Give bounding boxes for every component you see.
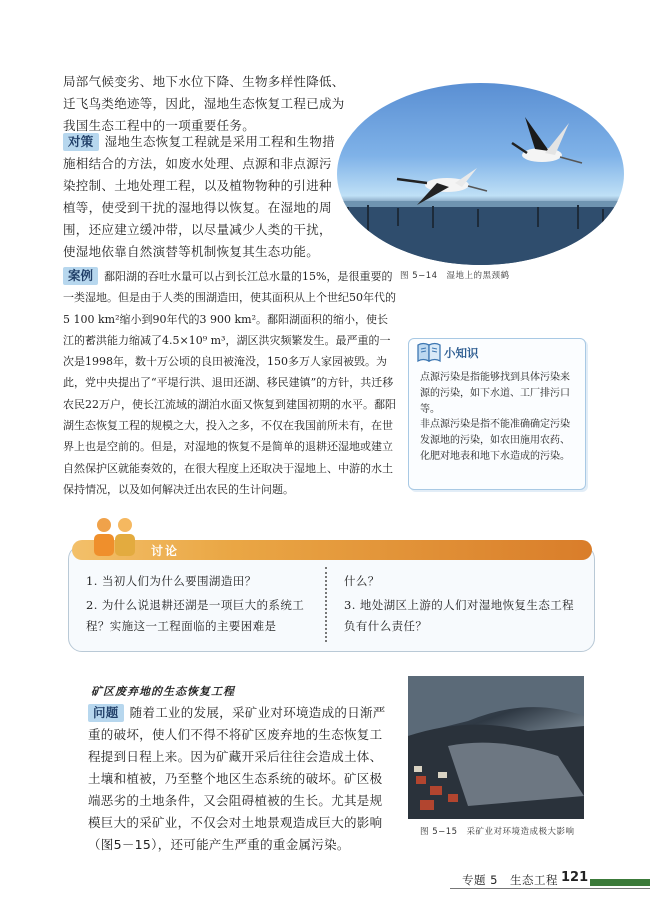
people-icon xyxy=(90,516,140,558)
discussion-header-bar xyxy=(72,540,592,560)
knowledge-nonpoint-source: 非点源污染是指不能准确确定污染发源地的污染，如农田施用农药、化肥对地表和地下水造成的污染。 xyxy=(420,419,570,462)
footer-topic: 专题 5 生态工程 xyxy=(462,873,558,887)
mine-text: 随着工业的发展，采矿业对环境造成的日渐严重的破坏，使人们不得不将矿区废弃地的生态恢复工程提到日程上来。因为矿藏开采后往往会造成土体、土壤和植被，乃至整个地区生态系统的破坏。矿区极端恶劣的土地条件，又会阻碍植被的生长。尤其是规模巨大的采矿业，不仅会对土地景观造成巨大的影响（图5－15），还可能产生严重的重金属污染。 xyxy=(88,705,386,852)
measure-text: 湿地生态恢复工程就是采用工程和生物措施相结合的方法，如废水处理、点源和非点源污染控制、土地处理工程，以及植物物种的引进种植等，使受到干扰的湿地得以恢复。在湿地的周围，还应建立缓冲带，以尽量减少人类的干扰，使湿地依靠自然演替等机制恢复其生态功能。 xyxy=(63,134,336,259)
measure-tag: 对策 xyxy=(63,133,99,151)
discussion-question-1: 1. 当初人们为什么要围湖造田？ xyxy=(86,574,257,588)
figure-caption-mine: 图 5−15 采矿业对环境造成极大影响 xyxy=(420,827,575,837)
case-paragraph xyxy=(63,266,398,500)
crane-right-figure xyxy=(512,117,582,163)
discussion-question-2-continued: 什么？ xyxy=(344,574,380,588)
crane-photo xyxy=(337,83,624,265)
crane-left-figure xyxy=(397,168,487,205)
measure-paragraph xyxy=(63,131,343,263)
footer-accent-bar xyxy=(590,879,650,886)
footer-rule xyxy=(450,888,650,889)
discussion-question-3: 3. 地处湖区上游的人们对湿地恢复生态工程负有什么责任？ xyxy=(344,598,575,633)
discussion-title: 讨论 xyxy=(151,544,180,558)
mine-photo xyxy=(408,676,584,819)
knowledge-body xyxy=(420,370,578,465)
knowledge-point-source: 点源污染是指能够找到具体污染来源的污染，如下水道、工厂排污口等。 xyxy=(420,372,570,415)
discussion-question-2: 2. 为什么说退耕还湖是一项巨大的系统工程？实施这一工程面临的主要困难是 xyxy=(86,598,305,633)
knowledge-title: 小知识 xyxy=(444,346,479,360)
discussion-divider xyxy=(325,567,327,642)
mine-paragraph xyxy=(88,702,395,856)
intro-paragraph: 局部气候变劣、地下水位下降、生物多样性降低、迁飞鸟类绝迹等，因此，湿地生态恢复工程已成为我国生态工程中的一项重要任务。 xyxy=(63,74,345,133)
case-tag: 案例 xyxy=(63,267,98,285)
figure-caption-crane: 图 5−14 湿地上的黑颈鹤 xyxy=(400,271,510,281)
mine-tag: 问题 xyxy=(88,704,124,722)
mine-section-title: 矿区废弃地的生态恢复工程 xyxy=(91,685,235,698)
page-number: 121 xyxy=(561,870,589,885)
case-text: 鄱阳湖的吞吐水量可以占到长江总水量的15%，是很重要的一类湿地。但是由于人类的围湖造田，使其面积从上个世纪50年代的5 100 km²缩小到90年代的3 900 km²。鄱阳湖面积的缩小，使长江的蓄洪能力缩减了4.5×10⁹ m³，湖区洪灾频繁发生。最严重的一次是1998年，数十万公顷的良田被淹没，150多万人家园被毁。为此，党中央提出了“平堤行洪、退田还湖、移民建镇”的方针，共迁移农民22万户，使长江流域的湖泊水面又恢复到建国初期的水平。鄱阳湖生态恢复工程的规模之大，投入之多，不仅在我国前所未有，在世界上也是空前的。但是，对湿地的恢复不是简单的退耕还湿地或建立自然保护区就能奏效的，在很大程度上还取决于湿地上、中游的水土保持情况，以及如何解决迁出农民的生计问题。 xyxy=(63,270,396,496)
